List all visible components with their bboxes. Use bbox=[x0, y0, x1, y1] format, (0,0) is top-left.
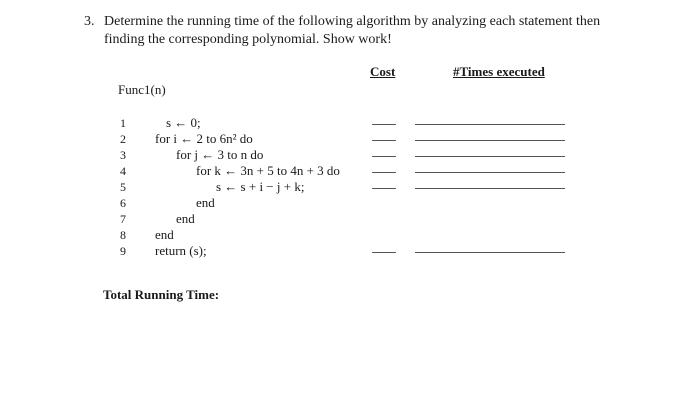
times-blank-line-1[interactable] bbox=[415, 124, 565, 125]
code-statement: end bbox=[155, 227, 174, 242]
code-statement: end bbox=[176, 211, 195, 226]
times-blank-line-4[interactable] bbox=[415, 172, 565, 173]
cost-blank-line-2[interactable] bbox=[372, 140, 396, 141]
times-blank-line-5[interactable] bbox=[415, 188, 565, 189]
cost-blank-line-3[interactable] bbox=[372, 156, 396, 157]
code-statement: s ← s + i − j + k; bbox=[216, 179, 305, 194]
code-statement: for j ← 3 to n do bbox=[176, 147, 264, 162]
total-running-time-label: Total Running Time: bbox=[103, 287, 220, 302]
times-executed-column-header: #Times executed bbox=[453, 64, 545, 79]
line-number: 2 bbox=[120, 132, 126, 146]
line-number: 4 bbox=[120, 164, 126, 178]
code-statement: return (s); bbox=[155, 243, 207, 258]
question-text-line-2: finding the corresponding polynomial. Show work! bbox=[104, 32, 392, 47]
code-statement: s ← 0; bbox=[166, 115, 201, 130]
line-number: 3 bbox=[120, 148, 126, 162]
cost-blank-line-5[interactable] bbox=[372, 188, 396, 189]
line-number: 5 bbox=[120, 180, 126, 194]
line-number: 9 bbox=[120, 244, 126, 258]
cost-column-header: Cost bbox=[370, 64, 396, 79]
times-blank-line-2[interactable] bbox=[415, 140, 565, 141]
line-number: 8 bbox=[120, 228, 126, 242]
cost-blank-line-9[interactable] bbox=[372, 252, 396, 253]
line-number: 7 bbox=[120, 212, 126, 226]
code-statement: end bbox=[196, 195, 215, 210]
times-blank-line-9[interactable] bbox=[415, 252, 565, 253]
times-blank-line-3[interactable] bbox=[415, 156, 565, 157]
question-number: 3. bbox=[84, 14, 95, 29]
function-name: Func1(n) bbox=[118, 82, 166, 97]
code-statement: for k ← 3n + 5 to 4n + 3 do bbox=[196, 163, 340, 178]
question-text-line-1: Determine the running time of the following algorithm by analyzing each statement then bbox=[104, 14, 601, 29]
code-statement: for i ← 2 to 6n² do bbox=[155, 131, 253, 146]
line-number: 6 bbox=[120, 196, 126, 210]
cost-blank-line-1[interactable] bbox=[372, 124, 396, 125]
line-number: 1 bbox=[120, 116, 126, 130]
cost-blank-line-4[interactable] bbox=[372, 172, 396, 173]
